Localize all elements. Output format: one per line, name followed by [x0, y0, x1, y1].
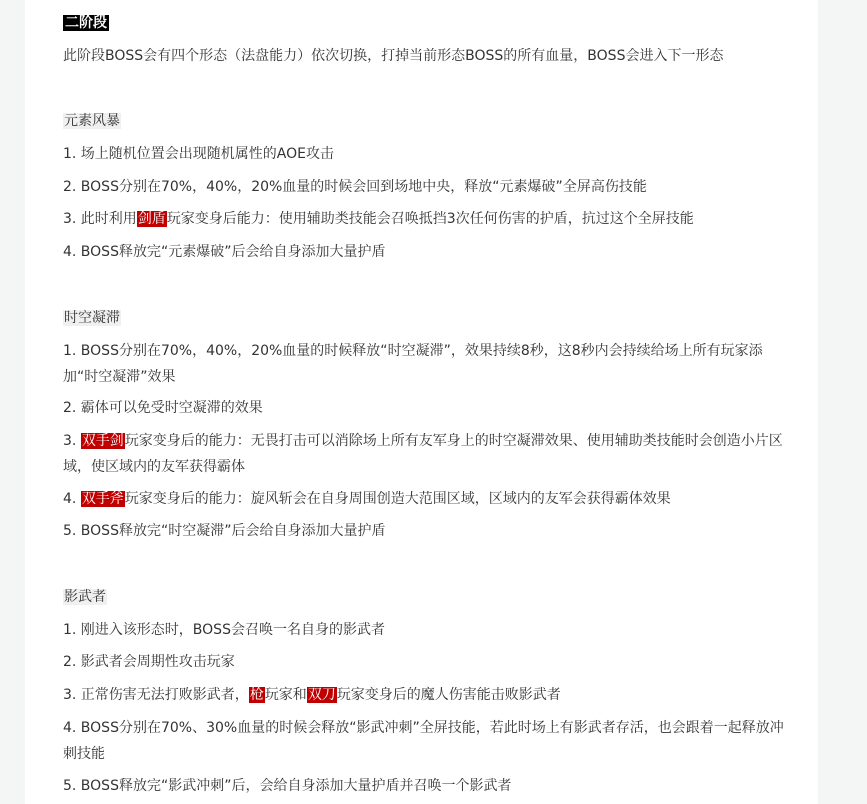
list-item: 5. BOSS释放完“时空凝滞”后会给自身添加大量护盾: [63, 523, 386, 539]
item-text: 玩家变身后能力：使用辅助类技能会召唤抵挡3次任何伤害的护盾，抗过这个全屏技能: [166, 211, 694, 227]
list-item: [63, 428, 793, 480]
list-item: 5. BOSS释放完“影武冲刺”后，会给自身添加大量护盾并召唤一个影武者: [63, 778, 512, 794]
list-item: 4. BOSS释放完“元素爆破”后会给自身添加大量护盾: [63, 244, 386, 260]
item-text: 玩家变身后的能力：旋风斩会在自身周围创造大范围区域，区域内的友军会获得霸体效果: [124, 491, 671, 507]
section-heading-line: [63, 584, 793, 610]
highlight-weapon: 双手斧: [81, 491, 124, 507]
stage-title: 二阶段: [65, 15, 107, 31]
highlight-weapon: 枪: [249, 687, 264, 703]
section-heading-line: [63, 305, 793, 331]
item-text: 3.: [63, 433, 81, 449]
list-item: [63, 682, 793, 708]
section-heading: 元素风暴: [64, 113, 120, 129]
item-text: 3. 此时利用: [63, 211, 137, 227]
list-item: [63, 206, 793, 232]
section-heading: 影武者: [64, 589, 106, 605]
list-item: 2. 影武者会周期性攻击玩家: [63, 654, 235, 670]
list-item: 1. BOSS分别在70%，40%，20%血量的时候释放“时空凝滞”，效果持续8秒，这8秒内会持续给场上所有玩家添加“时空凝滞”效果: [63, 343, 763, 385]
item-text: 玩家变身后的能力：无畏打击可以消除场上所有友军身上的时空凝滞效果、使用辅助类技能时会创造小片区域，使区域内的友军获得霸体: [63, 433, 783, 475]
highlight-weapon: 双手剑: [81, 433, 124, 449]
highlight-weapon: 剑盾: [137, 211, 166, 227]
item-text: 4.: [63, 491, 81, 507]
list-item: [63, 486, 793, 512]
section-heading-line: [63, 108, 793, 134]
stage-title-line: [63, 10, 793, 36]
item-text: 3. 正常伤害无法打败影武者，: [63, 687, 249, 703]
list-item: 2. BOSS分别在70%，40%，20%血量的时候会回到场地中央，释放“元素爆破”全屏高伤技能: [63, 179, 647, 195]
list-item: 1. 刚进入该形态时，BOSS会召唤一名自身的影武者: [63, 622, 385, 638]
item-text: 玩家变身后的魔人伤害能击败影武者: [336, 687, 561, 703]
list-item: 2. 霸体可以免受时空凝滞的效果: [63, 400, 263, 416]
intro-paragraph: 此阶段BOSS会有四个形态（法盘能力）依次切换，打掉当前形态BOSS的所有血量，BOSS会进入下一形态: [63, 48, 724, 64]
list-item: 1. 场上随机位置会出现随机属性的AOE攻击: [63, 146, 335, 162]
item-text: 玩家和: [264, 687, 307, 703]
section-heading: 时空凝滞: [64, 310, 120, 326]
highlight-weapon: 双刀: [307, 687, 336, 703]
list-item: 4. BOSS分别在70%、30%血量的时候会释放“影武冲刺”全屏技能，若此时场上有影武者存活，也会跟着一起释放冲刺技能: [63, 720, 784, 762]
article-card: [25, 0, 818, 804]
